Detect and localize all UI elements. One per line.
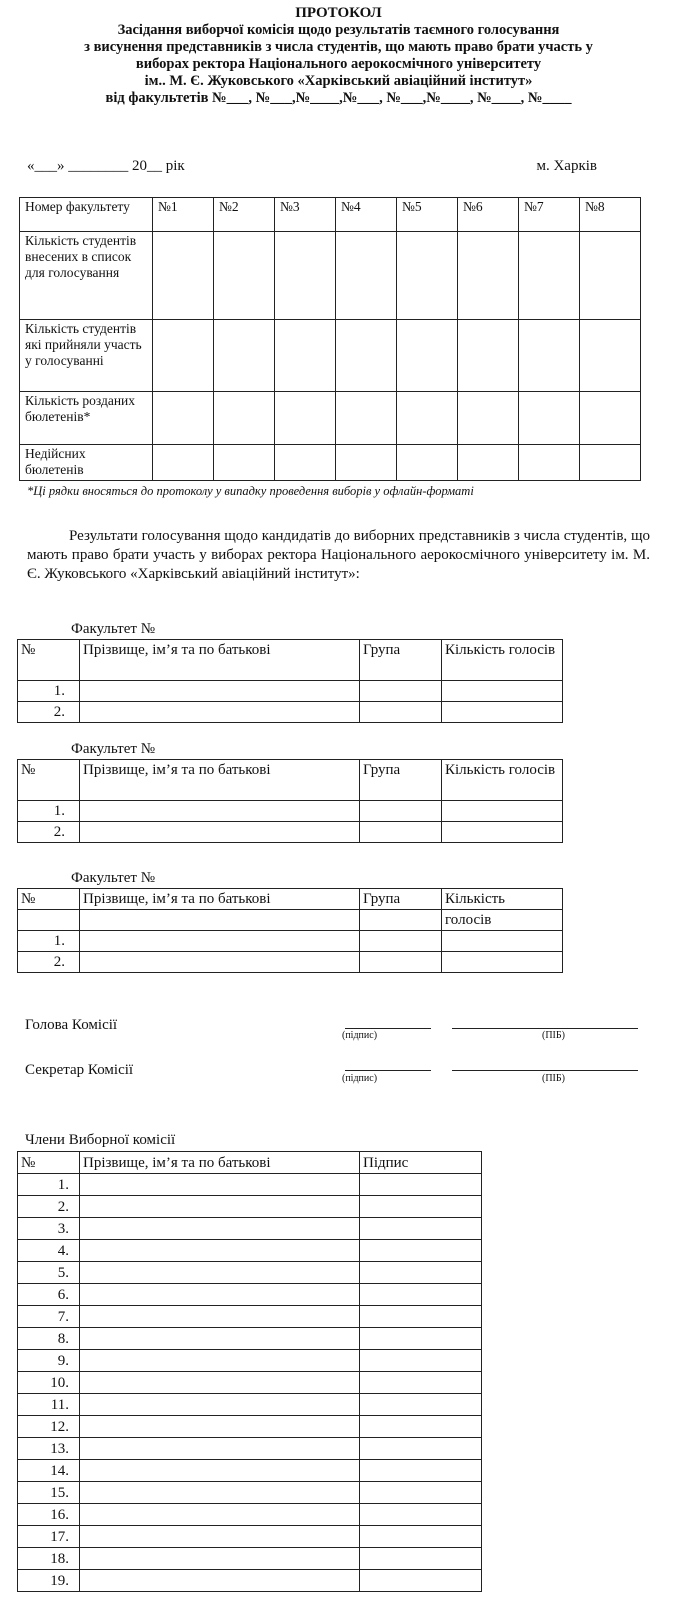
name-caption: (ПІБ) (542, 1030, 565, 1041)
table-cell[interactable] (580, 320, 641, 392)
table-cell: голосів (442, 910, 563, 931)
col-name-header: Прізвище, ім’я та по батькові (80, 889, 360, 910)
table-header-row (18, 760, 563, 801)
col-group-header: Група (360, 640, 442, 681)
table-cell[interactable] (519, 445, 580, 481)
secretary-signature-line[interactable] (345, 1070, 431, 1071)
table-cell[interactable] (80, 801, 360, 822)
table-cell[interactable] (360, 702, 442, 723)
member-name-cell[interactable] (80, 1526, 360, 1548)
table-cell[interactable] (80, 952, 360, 973)
table-row (18, 952, 563, 973)
table-cell[interactable] (442, 822, 563, 843)
col-votes-header: Кількість голосів (442, 640, 563, 681)
name-caption: (ПІБ) (542, 1073, 565, 1084)
member-signature-cell[interactable] (360, 1570, 482, 1592)
table-row (18, 931, 563, 952)
row-number: 9. (18, 1350, 80, 1372)
member-name-cell[interactable] (80, 1328, 360, 1350)
table-header-row (18, 640, 563, 681)
footnote: *Ці рядки вносяться до протоколу у випадку проведення виборів у офлайн-форматі (27, 484, 474, 498)
faculty-column-header: №7 (519, 198, 580, 232)
member-signature-cell[interactable] (360, 1328, 482, 1350)
signature-caption: (підпис) (342, 1030, 378, 1041)
table-row (18, 1240, 482, 1262)
table-cell[interactable] (397, 232, 458, 320)
member-name-cell[interactable] (80, 1438, 360, 1460)
member-signature-cell[interactable] (360, 1526, 482, 1548)
table-row (18, 1548, 482, 1570)
member-signature-cell[interactable] (360, 1350, 482, 1372)
member-name-cell[interactable] (80, 1306, 360, 1328)
table-cell[interactable] (336, 320, 397, 392)
candidate-table (17, 888, 563, 973)
member-name-cell[interactable] (80, 1284, 360, 1306)
table-row (18, 1504, 482, 1526)
member-name-cell[interactable] (80, 1548, 360, 1570)
col-votes-header: Кількість (442, 889, 563, 910)
table-cell[interactable] (397, 445, 458, 481)
faculty-column-header: №5 (397, 198, 458, 232)
member-signature-cell[interactable] (360, 1504, 482, 1526)
table-cell[interactable] (214, 320, 275, 392)
table-row (18, 1394, 482, 1416)
row-number: 6. (18, 1284, 80, 1306)
faculty-label: Факультет № (71, 621, 156, 637)
table-cell[interactable] (360, 931, 442, 952)
table-row (18, 1284, 482, 1306)
member-signature-cell[interactable] (360, 1548, 482, 1570)
members-title: Члени Виборної комісії (25, 1132, 176, 1148)
header-line: від факультетів №___, №___,№____,№___, №___,№____, №____, №____ (105, 90, 572, 106)
member-name-cell[interactable] (80, 1262, 360, 1284)
row-number: 5. (18, 1262, 80, 1284)
member-signature-cell[interactable] (360, 1240, 482, 1262)
table-row (18, 1438, 482, 1460)
table-cell[interactable] (442, 952, 563, 973)
col-number-header: № (18, 1152, 80, 1174)
table-row (18, 1350, 482, 1372)
col-number-header: № (18, 889, 80, 910)
candidate-table (17, 759, 563, 843)
table-cell[interactable] (18, 910, 80, 931)
table-cell[interactable] (153, 445, 214, 481)
table-cell[interactable] (519, 392, 580, 445)
table-row (18, 1416, 482, 1438)
row-number: 2. (18, 1196, 80, 1218)
table-row (18, 1526, 482, 1548)
table-cell[interactable] (580, 232, 641, 320)
results-paragraph: Результати голосування щодо кандидатів до виборних представників з числа студентів, що мають право брати участь у виборах ректора Національного аерокосмічного університету ім. М. Є. Жуковського «Харківський авіаційний інститут»: (27, 528, 650, 582)
member-name-cell[interactable] (80, 1174, 360, 1196)
row-number: 17. (18, 1526, 80, 1548)
member-name-cell[interactable] (80, 1240, 360, 1262)
row-number: 1. (18, 801, 80, 822)
row-label: Кількість студентів які прийняли участь у голосуванні (20, 320, 153, 392)
table-cell[interactable] (360, 822, 442, 843)
table-cell[interactable] (519, 320, 580, 392)
table-cell[interactable] (336, 392, 397, 445)
row-number: 19. (18, 1570, 80, 1592)
table-cell[interactable] (360, 952, 442, 973)
table-cell[interactable] (80, 910, 360, 931)
header-line: виборах ректора Національного аерокосмічного університету (135, 56, 542, 72)
row-number: 1. (18, 681, 80, 702)
faculty-column-header: №6 (458, 198, 519, 232)
col-number-header: № (18, 760, 80, 801)
row-number: 4. (18, 1240, 80, 1262)
row-number: 3. (18, 1218, 80, 1240)
table-row (20, 232, 641, 320)
col-name-header: Прізвище, ім’я та по батькові (80, 760, 360, 801)
table-cell[interactable] (80, 822, 360, 843)
table-row (18, 1196, 482, 1218)
table-header-row (20, 198, 641, 232)
secretary-name-line[interactable] (452, 1070, 638, 1071)
table-cell[interactable] (580, 445, 641, 481)
row-number: 2. (18, 702, 80, 723)
row-number: 14. (18, 1460, 80, 1482)
table-cell[interactable] (360, 910, 442, 931)
table-cell[interactable] (397, 392, 458, 445)
table-cell[interactable] (360, 801, 442, 822)
member-signature-cell[interactable] (360, 1284, 482, 1306)
table-cell[interactable] (214, 232, 275, 320)
date-field[interactable]: «___» ________ 20__ рік (27, 158, 185, 174)
header-line: Засідання виборчої комісія щодо результатів таємного голосування (117, 22, 560, 38)
row-label: Кількість розданих бюлетенів* (20, 392, 153, 445)
table-cell[interactable] (442, 931, 563, 952)
member-signature-cell[interactable] (360, 1438, 482, 1460)
table-row (18, 702, 563, 723)
table-cell[interactable] (336, 445, 397, 481)
chair-signature-line[interactable] (345, 1028, 431, 1029)
row-number: 1. (18, 931, 80, 952)
member-name-cell[interactable] (80, 1416, 360, 1438)
chair-label: Голова Комісії (25, 1017, 118, 1033)
member-name-cell[interactable] (80, 1372, 360, 1394)
table-cell[interactable] (80, 702, 360, 723)
table-cell[interactable] (397, 320, 458, 392)
table-cell[interactable] (275, 320, 336, 392)
col-number-header: № (18, 640, 80, 681)
member-signature-cell[interactable] (360, 1306, 482, 1328)
table-cell[interactable] (360, 681, 442, 702)
header-line: ім.. М. Є. Жуковського «Харківський авіаційний інститут» (144, 73, 533, 89)
row-number: 15. (18, 1482, 80, 1504)
secretary-label: Секретар Комісії (25, 1062, 134, 1078)
members-table (17, 1151, 482, 1592)
col-name-header: Прізвище, ім’я та по батькові (80, 640, 360, 681)
table-row (18, 1570, 482, 1592)
member-name-cell[interactable] (80, 1196, 360, 1218)
table-cell[interactable] (80, 681, 360, 702)
candidate-table (17, 639, 563, 723)
member-signature-cell[interactable] (360, 1218, 482, 1240)
table-row (20, 392, 641, 445)
table-row (18, 1482, 482, 1504)
member-name-cell[interactable] (80, 1570, 360, 1592)
col-signature-header: Підпис (360, 1152, 482, 1174)
table-row (20, 320, 641, 392)
col-group-header: Група (360, 889, 442, 910)
table-row (18, 801, 563, 822)
header-line: з висунення представників з числа студентів, що мають право брати участь у (84, 39, 593, 55)
row-number: 13. (18, 1438, 80, 1460)
table-row (18, 1460, 482, 1482)
row-number: 1. (18, 1174, 80, 1196)
table-cell[interactable] (442, 681, 563, 702)
member-signature-cell[interactable] (360, 1394, 482, 1416)
faculty-label: Факультет № (71, 870, 156, 886)
table-cell[interactable] (442, 702, 563, 723)
signature-caption: (підпис) (342, 1073, 378, 1084)
table-cell[interactable] (458, 320, 519, 392)
faculty-column-header: №4 (336, 198, 397, 232)
row-number: 8. (18, 1328, 80, 1350)
row-number: 10. (18, 1372, 80, 1394)
table-row (20, 445, 641, 481)
member-signature-cell[interactable] (360, 1416, 482, 1438)
row-number: 2. (18, 952, 80, 973)
member-name-cell[interactable] (80, 1482, 360, 1504)
member-name-cell[interactable] (80, 1504, 360, 1526)
table-cell[interactable] (458, 392, 519, 445)
chair-name-line[interactable] (452, 1028, 638, 1029)
table-row (18, 1328, 482, 1350)
table-row (18, 681, 563, 702)
table-cell[interactable] (458, 445, 519, 481)
table-cell[interactable] (336, 232, 397, 320)
col-group-header: Група (360, 760, 442, 801)
faculty-column-header: №8 (580, 198, 641, 232)
table-row (18, 1262, 482, 1284)
member-signature-cell[interactable] (360, 1174, 482, 1196)
row-number: 12. (18, 1416, 80, 1438)
member-signature-cell[interactable] (360, 1196, 482, 1218)
row-number: 11. (18, 1394, 80, 1416)
col-name-header: Прізвище, ім’я та по батькові (80, 1152, 360, 1174)
member-name-cell[interactable] (80, 1460, 360, 1482)
row-number: 18. (18, 1548, 80, 1570)
col-votes-header: Кількість голосів (442, 760, 563, 801)
table-cell[interactable] (214, 392, 275, 445)
table-cell[interactable] (214, 445, 275, 481)
faculty-column-header: №2 (214, 198, 275, 232)
table-header-row (18, 1152, 482, 1174)
faculty-stats-table (19, 197, 641, 481)
table-cell[interactable] (153, 320, 214, 392)
member-name-cell[interactable] (80, 1350, 360, 1372)
faculty-label: Факультет № (71, 741, 156, 757)
row-number: 7. (18, 1306, 80, 1328)
member-signature-cell[interactable] (360, 1482, 482, 1504)
table-cell[interactable] (580, 392, 641, 445)
faculty-column-header: №1 (153, 198, 214, 232)
table-cell[interactable] (275, 232, 336, 320)
table-row (18, 910, 563, 931)
member-signature-cell[interactable] (360, 1372, 482, 1394)
table-cell[interactable] (519, 232, 580, 320)
row-label: Кількість студентів внесених в список для голосування (20, 232, 153, 320)
faculty-number-header: Номер факультету (20, 198, 153, 232)
table-cell[interactable] (275, 392, 336, 445)
table-cell[interactable] (153, 232, 214, 320)
table-row (18, 822, 563, 843)
member-signature-cell[interactable] (360, 1460, 482, 1482)
faculty-column-header: №3 (275, 198, 336, 232)
row-number: 2. (18, 822, 80, 843)
document-header (0, 4, 677, 107)
table-row (18, 1174, 482, 1196)
document-title: ПРОТОКОЛ (295, 5, 382, 21)
table-header-row (18, 889, 563, 910)
member-name-cell[interactable] (80, 1394, 360, 1416)
table-row (18, 1218, 482, 1240)
member-name-cell[interactable] (80, 1218, 360, 1240)
row-label: Недійсних бюлетенів (20, 445, 153, 481)
table-cell[interactable] (80, 931, 360, 952)
city-label: м. Харків (536, 158, 597, 174)
table-row (18, 1372, 482, 1394)
table-cell[interactable] (442, 801, 563, 822)
table-cell[interactable] (275, 445, 336, 481)
table-row (18, 1306, 482, 1328)
row-number: 16. (18, 1504, 80, 1526)
table-cell[interactable] (153, 392, 214, 445)
member-signature-cell[interactable] (360, 1262, 482, 1284)
table-cell[interactable] (458, 232, 519, 320)
